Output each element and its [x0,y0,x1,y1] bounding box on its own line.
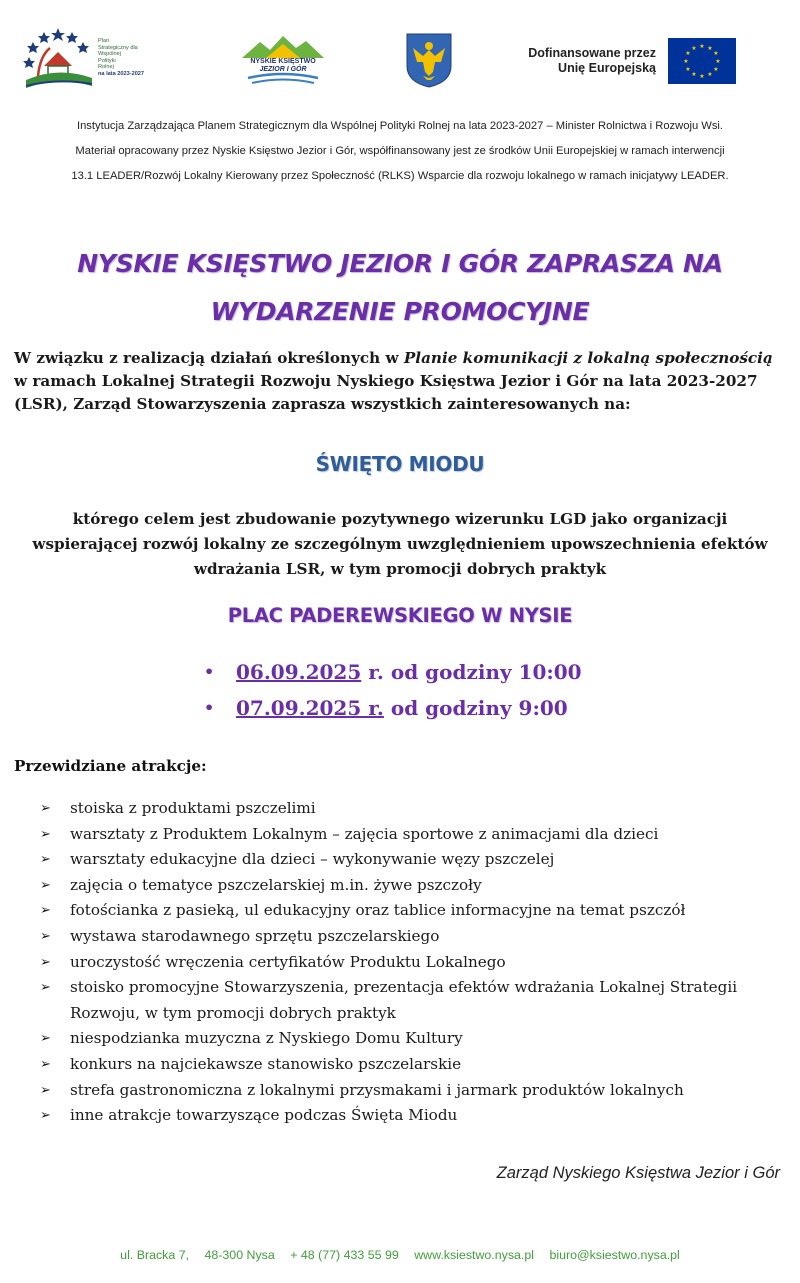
purpose-line: wspierającej rozwój lokalny ze szczególnym uwzględnieniem upowszechnienia efektów [32,535,768,553]
title-line: WYDARZENIE PROMOCYJNE [210,297,590,326]
plan-logo-line: na lata 2023-2027 [98,70,145,77]
attraction-text: warsztaty edukacyjne dla dzieci – wykonywanie węzy pszczelej [70,850,555,869]
eu-logo-line: Dofinansowane przez [528,46,656,60]
bullet-icon: • [204,698,215,717]
event-purpose [0,507,800,582]
arrow-bullet-icon: ➢ [40,826,51,842]
footer-address: ul. Bracka 7, [120,1248,190,1262]
signature: Zarząd Nyskiego Księstwa Jezior i Gór [496,1164,780,1182]
svg-text:★: ★ [691,71,697,78]
list-item [40,924,785,950]
arrow-bullet-icon: ➢ [40,1108,51,1124]
date-item [200,690,700,726]
svg-text:★: ★ [685,66,691,73]
nkjg-logo-line: JEZIOR I GÓR [259,66,307,73]
attraction-text: zajęcia o tematyce pszczelarskiej m.in. żywe pszczoły [70,875,482,894]
title-line: NYSKIE KSIĘSTWO JEZIOR I GÓR ZAPRASZA NA [77,249,723,278]
attraction-text: inne atrakcje towarzyszące podczas Święta Miodu [70,1106,458,1125]
intro-paragraph [14,347,794,416]
intro-line [14,347,794,370]
svg-text:★: ★ [685,50,691,57]
attraction-text: fotościanka z pasieką, ul edukacyjny oraz tablice informacyjne na temat pszczół [70,901,686,920]
date-item [200,654,700,690]
eu-flag-icon [668,38,736,84]
footer-website-link[interactable]: www.ksiestwo.nysa.pl [414,1248,535,1262]
date-time: od godziny 10:00 [383,660,582,684]
attraction-text: warsztaty z Produktem Lokalnym – zajęcia sportowe z animacjami dla dzieci [70,824,659,843]
nkjg-logo-line: NYSKIE KSIĘSTWO [250,58,316,65]
arrow-bullet-icon: ➢ [40,877,51,893]
svg-text:★: ★ [691,45,697,52]
plan-logo-line: Strategiczny dla [98,44,138,51]
list-item [40,796,785,822]
eu-logo-line: Unię Europejską [558,61,656,75]
plan-strategiczny-logo [20,26,160,90]
logo-bar [0,24,800,96]
list-item [40,898,785,924]
page-title [0,240,800,336]
list-item [40,950,785,976]
funding-info [0,114,800,189]
svg-text:★: ★ [713,66,719,73]
intro-emphasis: Planie komunikacji z lokalną społecznością [403,349,773,367]
date-suffix: r. [361,660,384,684]
purpose-line: którego celem jest zbudowanie pozytywnego wizerunku LGD jako organizacji [72,510,728,528]
plan-logo-line: Plan [98,38,110,44]
funding-info-line: Materiał opracowany przez Nyskie Księstwo Jezior i Gór, współfinansowany jest ze środków Unii Europejskiej w ramach interwencji [75,145,725,157]
footer-email-link[interactable]: biuro@ksiestwo.nysa.pl [549,1248,680,1262]
list-item [40,847,785,873]
opole-crest [405,32,453,88]
arrow-bullet-icon: ➢ [40,1056,51,1072]
attraction-text: wystawa starodawnego sprzętu pszczelarskiego [70,926,440,945]
plan-logo-line: Wspólnej [98,51,122,58]
date-value: 06.09.2025 [236,660,362,684]
arrow-bullet-icon: ➢ [40,1031,51,1047]
arrow-bullet-icon: ➢ [40,852,51,868]
svg-text:★: ★ [707,71,713,78]
event-place: PLAC PADEREWSKIEGO W NYSIE [227,604,573,627]
arrow-bullet-icon: ➢ [40,980,51,996]
svg-text:★: ★ [699,43,705,50]
event-name: ŚWIĘTO MIODU [315,452,485,476]
list-item [40,1078,785,1104]
attractions-list [40,796,785,1129]
svg-text:★: ★ [715,58,721,65]
svg-text:★: ★ [699,73,705,80]
attraction-text-continuation: Rozwoju, w tym promocji dobrych praktyk [70,1003,396,1022]
list-item [40,873,785,899]
date-value: 07.09.2025 r. [236,696,384,720]
arrow-bullet-icon: ➢ [40,903,51,919]
svg-text:★: ★ [707,45,713,52]
attraction-text: uroczystość wręczenia certyfikatów Produktu Lokalnego [70,952,506,971]
list-item [40,1103,785,1129]
list-item [40,975,785,1026]
arrow-bullet-icon: ➢ [40,801,51,816]
intro-text: W związku z realizacją działań określonych w [14,349,404,367]
date-time: od godziny 9:00 [383,696,568,720]
arrow-bullet-icon: ➢ [40,1082,51,1098]
opole-eagle-crest-icon [405,32,453,88]
funding-info-line: Instytucja Zarządzająca Planem Strategicznym dla Wspólnej Polityki Rolnej na lata 2023-2027 – Minister Rolnictwa i Rozwoju Wsi. [76,120,724,132]
plan-logo-line: Rolnej [98,64,114,71]
plan-logo-line: Polityki [98,57,116,64]
attraction-text: stoisko promocyjne Stowarzyszenia, prezentacja efektów wdrażania Lokalnej Strategii [70,978,738,997]
eu-cofinancing-logo [520,38,740,86]
arrow-bullet-icon: ➢ [40,954,51,970]
svg-text:★: ★ [713,50,719,57]
arrow-bullet-icon: ➢ [40,928,51,944]
attraction-text: niespodzianka muzyczna z Nyskiego Domu Kultury [70,1029,463,1048]
purpose-line: wdrażania LSR, w tym promocji dobrych praktyk [193,560,607,578]
list-item [40,822,785,848]
list-item [40,1026,785,1052]
nyskie-ksiestwo-logo [238,32,328,92]
attractions-heading: Przewidziane atrakcje: [14,757,207,775]
footer-postal: 48-300 Nysa [204,1248,275,1262]
intro-line: (LSR), Zarząd Stowarzyszenia zaprasza wszystkich zainteresowanych na: [14,395,631,413]
footer-phone: + 48 (77) 433 55 99 [290,1248,399,1262]
intro-line: w ramach Lokalnej Strategii Rozwoju Nyskiego Księstwa Jezior i Gór na lata 2023-2027 [14,372,758,390]
bullet-icon: • [204,662,215,681]
funding-info-line: 13.1 LEADER/Rozwój Lokalny Kierowany przez Społeczność (RLKS) Wsparcie dla rozwoju lokalnego w ramach inicjatywy LEADER. [71,170,729,182]
attraction-text: strefa gastronomiczna z lokalnymi przysmakami i jarmark produktów lokalnych [70,1080,684,1099]
plan-strategiczny-logo-icon [20,26,96,90]
svg-text:★: ★ [683,58,689,65]
attraction-text: konkurs na najciekawsze stanowisko pszczelarskie [70,1054,462,1073]
footer-contact [0,1248,800,1262]
list-item [40,1052,785,1078]
event-dates [200,654,700,726]
attraction-text: stoiska z produktami pszczelimi [70,799,316,817]
